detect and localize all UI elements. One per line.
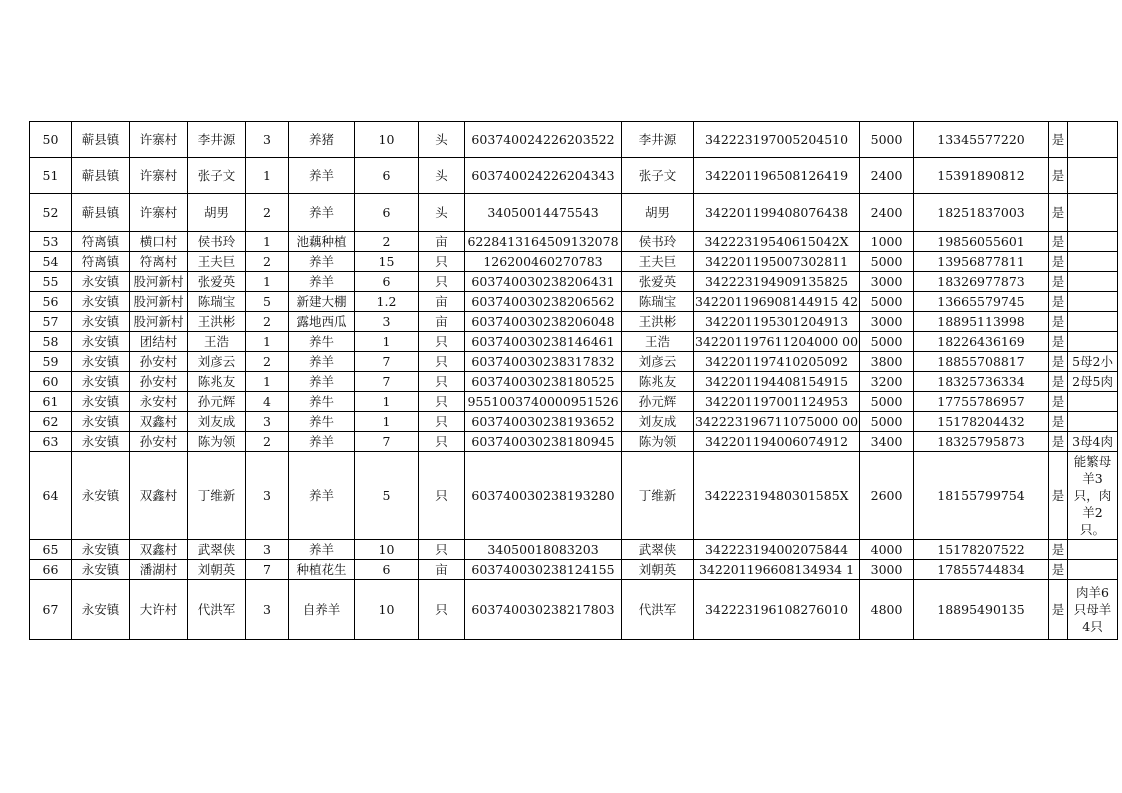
town-cell: 蕲县镇 <box>72 122 130 158</box>
phone-cell: 18855708817 <box>914 352 1049 372</box>
table-row <box>30 452 1118 540</box>
account-number-cell: 603740030238193280 <box>465 452 622 540</box>
row-number: 65 <box>30 540 72 560</box>
household-count-cell: 2 <box>246 312 289 332</box>
town-cell: 永安镇 <box>72 392 130 412</box>
account-number-cell: 603740030238317832 <box>465 352 622 372</box>
town-cell: 永安镇 <box>72 332 130 352</box>
flag-cell: 是 <box>1049 158 1068 194</box>
project-cell: 自养羊 <box>289 580 355 640</box>
account-holder-cell: 刘彦云 <box>622 352 694 372</box>
amount-cell: 4000 <box>860 540 914 560</box>
village-cell: 股河新村 <box>130 312 188 332</box>
table-row <box>30 292 1118 312</box>
account-holder-cell: 王夫巨 <box>622 252 694 272</box>
amount-cell: 1000 <box>860 232 914 252</box>
account-holder-cell: 陈瑞宝 <box>622 292 694 312</box>
unit-cell: 头 <box>419 194 465 232</box>
note-cell: 2母5肉 <box>1068 372 1118 392</box>
phone-cell: 18325795873 <box>914 432 1049 452</box>
amount-cell: 5000 <box>860 252 914 272</box>
id-number-cell: 342223197005204510 <box>694 122 860 158</box>
town-cell: 符离镇 <box>72 232 130 252</box>
amount-cell: 3000 <box>860 560 914 580</box>
household-count-cell: 3 <box>246 452 289 540</box>
amount-cell: 2400 <box>860 158 914 194</box>
unit-cell: 只 <box>419 252 465 272</box>
note-cell <box>1068 158 1118 194</box>
account-number-cell: 603740030238217803 <box>465 580 622 640</box>
account-holder-cell: 张子文 <box>622 158 694 194</box>
village-cell: 永安村 <box>130 392 188 412</box>
amount-cell: 3200 <box>860 372 914 392</box>
town-cell: 永安镇 <box>72 580 130 640</box>
unit-cell: 只 <box>419 352 465 372</box>
note-cell <box>1068 252 1118 272</box>
id-number-cell: 342201197001124953 <box>694 392 860 412</box>
project-cell: 露地西瓜 <box>289 312 355 332</box>
id-number-cell: 342201196508126419 <box>694 158 860 194</box>
flag-cell: 是 <box>1049 332 1068 352</box>
id-number-cell: 342201197410205092 <box>694 352 860 372</box>
account-holder-cell: 武翠侠 <box>622 540 694 560</box>
village-cell: 孙安村 <box>130 432 188 452</box>
town-cell: 永安镇 <box>72 560 130 580</box>
project-cell: 新建大棚 <box>289 292 355 312</box>
id-number-cell: 342201197611204000 00 <box>694 332 860 352</box>
table-row <box>30 232 1118 252</box>
household-count-cell: 1 <box>246 272 289 292</box>
phone-cell: 15178204432 <box>914 412 1049 432</box>
quantity-cell: 5 <box>355 452 419 540</box>
account-holder-cell: 胡男 <box>622 194 694 232</box>
project-cell: 养羊 <box>289 432 355 452</box>
flag-cell: 是 <box>1049 292 1068 312</box>
note-cell <box>1068 272 1118 292</box>
row-number: 67 <box>30 580 72 640</box>
note-cell <box>1068 232 1118 252</box>
flag-cell: 是 <box>1049 392 1068 412</box>
phone-cell: 18895490135 <box>914 580 1049 640</box>
town-cell: 蕲县镇 <box>72 194 130 232</box>
project-cell: 养羊 <box>289 252 355 272</box>
table-row <box>30 272 1118 292</box>
amount-cell: 5000 <box>860 412 914 432</box>
project-cell: 养羊 <box>289 158 355 194</box>
household-count-cell: 5 <box>246 292 289 312</box>
row-number: 55 <box>30 272 72 292</box>
quantity-cell: 1 <box>355 412 419 432</box>
phone-cell: 19856055601 <box>914 232 1049 252</box>
household-count-cell: 2 <box>246 352 289 372</box>
project-cell: 养羊 <box>289 372 355 392</box>
quantity-cell: 6 <box>355 194 419 232</box>
unit-cell: 只 <box>419 432 465 452</box>
id-number-cell: 342201194408154915 <box>694 372 860 392</box>
village-cell: 潘湖村 <box>130 560 188 580</box>
quantity-cell: 7 <box>355 372 419 392</box>
project-cell: 养羊 <box>289 272 355 292</box>
town-cell: 永安镇 <box>72 372 130 392</box>
id-number-cell: 342223194002075844 <box>694 540 860 560</box>
village-cell: 股河新村 <box>130 292 188 312</box>
row-number: 62 <box>30 412 72 432</box>
row-number: 63 <box>30 432 72 452</box>
row-number: 66 <box>30 560 72 580</box>
quantity-cell: 7 <box>355 352 419 372</box>
account-holder-cell: 刘友成 <box>622 412 694 432</box>
town-cell: 永安镇 <box>72 312 130 332</box>
row-number: 52 <box>30 194 72 232</box>
name-cell: 陈为领 <box>188 432 246 452</box>
unit-cell: 亩 <box>419 292 465 312</box>
row-number: 56 <box>30 292 72 312</box>
unit-cell: 头 <box>419 122 465 158</box>
name-cell: 武翠侠 <box>188 540 246 560</box>
amount-cell: 5000 <box>860 332 914 352</box>
flag-cell: 是 <box>1049 452 1068 540</box>
phone-cell: 18226436169 <box>914 332 1049 352</box>
account-number-cell: 6228413164509132078 <box>465 232 622 252</box>
beneficiary-table-sheet <box>29 121 1118 640</box>
amount-cell: 2400 <box>860 194 914 232</box>
account-number-cell: 603740024226204343 <box>465 158 622 194</box>
name-cell: 王浩 <box>188 332 246 352</box>
quantity-cell: 2 <box>355 232 419 252</box>
village-cell: 双鑫村 <box>130 412 188 432</box>
note-cell <box>1068 560 1118 580</box>
flag-cell: 是 <box>1049 560 1068 580</box>
quantity-cell: 6 <box>355 560 419 580</box>
note-cell <box>1068 392 1118 412</box>
id-number-cell: 342201195007302811 <box>694 252 860 272</box>
village-cell: 双鑫村 <box>130 540 188 560</box>
project-cell: 养羊 <box>289 452 355 540</box>
village-cell: 双鑫村 <box>130 452 188 540</box>
town-cell: 永安镇 <box>72 540 130 560</box>
quantity-cell: 1.2 <box>355 292 419 312</box>
table-row <box>30 352 1118 372</box>
row-number: 58 <box>30 332 72 352</box>
note-cell <box>1068 412 1118 432</box>
household-count-cell: 1 <box>246 372 289 392</box>
name-cell: 代洪军 <box>188 580 246 640</box>
row-number: 57 <box>30 312 72 332</box>
account-holder-cell: 王洪彬 <box>622 312 694 332</box>
unit-cell: 只 <box>419 580 465 640</box>
table-row <box>30 158 1118 194</box>
table-row <box>30 432 1118 452</box>
name-cell: 陈瑞宝 <box>188 292 246 312</box>
household-count-cell: 1 <box>246 332 289 352</box>
table-row <box>30 560 1118 580</box>
id-number-cell: 342201194006074912 <box>694 432 860 452</box>
quantity-cell: 7 <box>355 432 419 452</box>
id-number-cell: 34222319480301585X <box>694 452 860 540</box>
account-number-cell: 603740030238180945 <box>465 432 622 452</box>
id-number-cell: 342201199408076438 <box>694 194 860 232</box>
amount-cell: 5000 <box>860 392 914 412</box>
unit-cell: 只 <box>419 412 465 432</box>
unit-cell: 亩 <box>419 560 465 580</box>
note-cell <box>1068 194 1118 232</box>
note-cell <box>1068 122 1118 158</box>
project-cell: 养羊 <box>289 540 355 560</box>
id-number-cell: 34222319540615042X <box>694 232 860 252</box>
table-row <box>30 392 1118 412</box>
account-number-cell: 603740030238193652 <box>465 412 622 432</box>
phone-cell: 18325736334 <box>914 372 1049 392</box>
quantity-cell: 15 <box>355 252 419 272</box>
name-cell: 刘彦云 <box>188 352 246 372</box>
phone-cell: 15391890812 <box>914 158 1049 194</box>
phone-cell: 13345577220 <box>914 122 1049 158</box>
quantity-cell: 10 <box>355 540 419 560</box>
id-number-cell: 342223196108276010 <box>694 580 860 640</box>
household-count-cell: 3 <box>246 412 289 432</box>
amount-cell: 3000 <box>860 272 914 292</box>
village-cell: 横口村 <box>130 232 188 252</box>
phone-cell: 13956877811 <box>914 252 1049 272</box>
phone-cell: 18251837003 <box>914 194 1049 232</box>
household-count-cell: 1 <box>246 232 289 252</box>
account-holder-cell: 王浩 <box>622 332 694 352</box>
project-cell: 养羊 <box>289 352 355 372</box>
row-number: 50 <box>30 122 72 158</box>
table-row <box>30 540 1118 560</box>
beneficiary-table <box>29 121 1118 640</box>
unit-cell: 亩 <box>419 232 465 252</box>
account-holder-cell: 李井源 <box>622 122 694 158</box>
phone-cell: 17855744834 <box>914 560 1049 580</box>
account-holder-cell: 孙元辉 <box>622 392 694 412</box>
note-cell: 3母4肉 <box>1068 432 1118 452</box>
account-number-cell: 9551003740000951526 <box>465 392 622 412</box>
unit-cell: 只 <box>419 372 465 392</box>
quantity-cell: 10 <box>355 122 419 158</box>
village-cell: 孙安村 <box>130 372 188 392</box>
village-cell: 许寨村 <box>130 194 188 232</box>
quantity-cell: 1 <box>355 332 419 352</box>
town-cell: 永安镇 <box>72 292 130 312</box>
name-cell: 侯书玲 <box>188 232 246 252</box>
row-number: 59 <box>30 352 72 372</box>
table-row <box>30 312 1118 332</box>
quantity-cell: 3 <box>355 312 419 332</box>
name-cell: 张子文 <box>188 158 246 194</box>
town-cell: 永安镇 <box>72 452 130 540</box>
name-cell: 王洪彬 <box>188 312 246 332</box>
quantity-cell: 6 <box>355 158 419 194</box>
flag-cell: 是 <box>1049 232 1068 252</box>
town-cell: 永安镇 <box>72 272 130 292</box>
household-count-cell: 3 <box>246 122 289 158</box>
account-number-cell: 34050018083203 <box>465 540 622 560</box>
town-cell: 永安镇 <box>72 352 130 372</box>
table-row <box>30 580 1118 640</box>
account-holder-cell: 陈兆友 <box>622 372 694 392</box>
flag-cell: 是 <box>1049 372 1068 392</box>
account-number-cell: 603740030238206431 <box>465 272 622 292</box>
village-cell: 团结村 <box>130 332 188 352</box>
unit-cell: 亩 <box>419 312 465 332</box>
account-number-cell: 603740030238206048 <box>465 312 622 332</box>
quantity-cell: 10 <box>355 580 419 640</box>
name-cell: 陈兆友 <box>188 372 246 392</box>
account-holder-cell: 侯书玲 <box>622 232 694 252</box>
name-cell: 张爱英 <box>188 272 246 292</box>
note-cell: 5母2小 <box>1068 352 1118 372</box>
project-cell: 种植花生 <box>289 560 355 580</box>
flag-cell: 是 <box>1049 540 1068 560</box>
id-number-cell: 342201196608134934 1 <box>694 560 860 580</box>
amount-cell: 2600 <box>860 452 914 540</box>
table-row <box>30 252 1118 272</box>
village-cell: 许寨村 <box>130 122 188 158</box>
row-number: 51 <box>30 158 72 194</box>
household-count-cell: 2 <box>246 194 289 232</box>
project-cell: 养牛 <box>289 392 355 412</box>
quantity-cell: 1 <box>355 392 419 412</box>
account-number-cell: 34050014475543 <box>465 194 622 232</box>
account-holder-cell: 丁维新 <box>622 452 694 540</box>
row-number: 64 <box>30 452 72 540</box>
flag-cell: 是 <box>1049 122 1068 158</box>
flag-cell: 是 <box>1049 352 1068 372</box>
account-number-cell: 603740024226203522 <box>465 122 622 158</box>
village-cell: 大许村 <box>130 580 188 640</box>
account-holder-cell: 代洪军 <box>622 580 694 640</box>
table-row <box>30 122 1118 158</box>
account-holder-cell: 张爱英 <box>622 272 694 292</box>
household-count-cell: 4 <box>246 392 289 412</box>
unit-cell: 只 <box>419 452 465 540</box>
note-cell <box>1068 540 1118 560</box>
id-number-cell: 342201195301204913 <box>694 312 860 332</box>
town-cell: 蕲县镇 <box>72 158 130 194</box>
flag-cell: 是 <box>1049 580 1068 640</box>
row-number: 53 <box>30 232 72 252</box>
project-cell: 养牛 <box>289 332 355 352</box>
account-number-cell: 603740030238206562 <box>465 292 622 312</box>
household-count-cell: 7 <box>246 560 289 580</box>
id-number-cell: 342223196711075000 00 <box>694 412 860 432</box>
name-cell: 丁维新 <box>188 452 246 540</box>
amount-cell: 3400 <box>860 432 914 452</box>
flag-cell: 是 <box>1049 272 1068 292</box>
household-count-cell: 3 <box>246 540 289 560</box>
phone-cell: 15178207522 <box>914 540 1049 560</box>
table-row <box>30 412 1118 432</box>
account-number-cell: 603740030238146461 <box>465 332 622 352</box>
quantity-cell: 6 <box>355 272 419 292</box>
flag-cell: 是 <box>1049 194 1068 232</box>
account-number-cell: 126200460270783 <box>465 252 622 272</box>
name-cell: 王夫巨 <box>188 252 246 272</box>
village-cell: 许寨村 <box>130 158 188 194</box>
town-cell: 永安镇 <box>72 412 130 432</box>
flag-cell: 是 <box>1049 312 1068 332</box>
phone-cell: 18155799754 <box>914 452 1049 540</box>
amount-cell: 4800 <box>860 580 914 640</box>
table-row <box>30 372 1118 392</box>
note-cell: 肉羊6只母羊4只 <box>1068 580 1118 640</box>
town-cell: 符离镇 <box>72 252 130 272</box>
table-row <box>30 332 1118 352</box>
note-cell <box>1068 292 1118 312</box>
village-cell: 符离村 <box>130 252 188 272</box>
row-number: 60 <box>30 372 72 392</box>
household-count-cell: 1 <box>246 158 289 194</box>
unit-cell: 头 <box>419 158 465 194</box>
household-count-cell: 3 <box>246 580 289 640</box>
account-number-cell: 603740030238180525 <box>465 372 622 392</box>
note-cell <box>1068 332 1118 352</box>
name-cell: 胡男 <box>188 194 246 232</box>
household-count-cell: 2 <box>246 432 289 452</box>
name-cell: 刘朝英 <box>188 560 246 580</box>
flag-cell: 是 <box>1049 252 1068 272</box>
name-cell: 孙元辉 <box>188 392 246 412</box>
project-cell: 养猪 <box>289 122 355 158</box>
amount-cell: 3000 <box>860 312 914 332</box>
note-cell <box>1068 312 1118 332</box>
phone-cell: 17755786957 <box>914 392 1049 412</box>
village-cell: 孙安村 <box>130 352 188 372</box>
household-count-cell: 2 <box>246 252 289 272</box>
project-cell: 池藕种植 <box>289 232 355 252</box>
account-holder-cell: 刘朝英 <box>622 560 694 580</box>
name-cell: 李井源 <box>188 122 246 158</box>
name-cell: 刘友成 <box>188 412 246 432</box>
phone-cell: 13665579745 <box>914 292 1049 312</box>
project-cell: 养羊 <box>289 194 355 232</box>
id-number-cell: 342201196908144915 42 <box>694 292 860 312</box>
row-number: 61 <box>30 392 72 412</box>
amount-cell: 5000 <box>860 292 914 312</box>
id-number-cell: 342223194909135825 <box>694 272 860 292</box>
unit-cell: 只 <box>419 540 465 560</box>
phone-cell: 18326977873 <box>914 272 1049 292</box>
phone-cell: 18895113998 <box>914 312 1049 332</box>
table-row <box>30 194 1118 232</box>
flag-cell: 是 <box>1049 432 1068 452</box>
project-cell: 养牛 <box>289 412 355 432</box>
unit-cell: 只 <box>419 272 465 292</box>
amount-cell: 5000 <box>860 122 914 158</box>
unit-cell: 只 <box>419 332 465 352</box>
note-cell: 能繁母羊3只，肉羊2只。 <box>1068 452 1118 540</box>
town-cell: 永安镇 <box>72 432 130 452</box>
unit-cell: 只 <box>419 392 465 412</box>
village-cell: 股河新村 <box>130 272 188 292</box>
table-body <box>30 122 1118 640</box>
amount-cell: 3800 <box>860 352 914 372</box>
account-number-cell: 603740030238124155 <box>465 560 622 580</box>
row-number: 54 <box>30 252 72 272</box>
flag-cell: 是 <box>1049 412 1068 432</box>
account-holder-cell: 陈为领 <box>622 432 694 452</box>
